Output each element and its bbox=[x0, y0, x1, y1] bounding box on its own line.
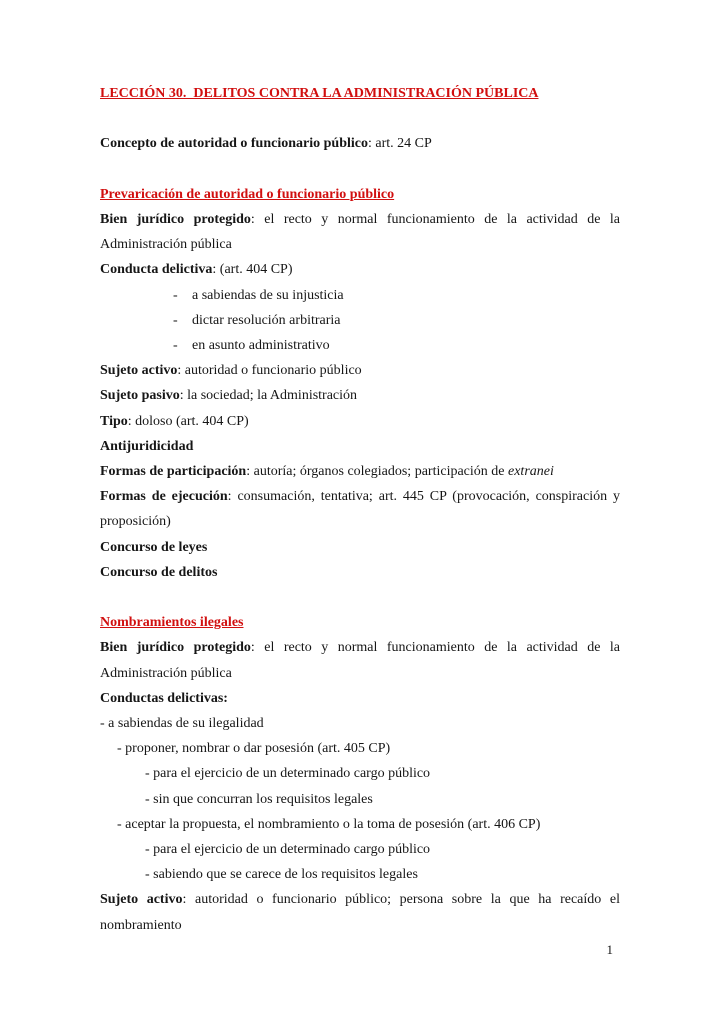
text-run: Concepto de autoridad o funcionario público bbox=[100, 136, 368, 152]
blank-line bbox=[100, 157, 620, 182]
text-run: Concurso de delitos bbox=[100, 564, 218, 580]
paragraph bbox=[100, 409, 620, 434]
text-run: Bien jurídico protegido bbox=[100, 211, 251, 227]
text-run: LECCIÓN 30. DELITOS CONTRA LA ADMINISTRACIÓN PÚBLICA bbox=[100, 86, 539, 101]
dash-bullet: - bbox=[173, 287, 178, 303]
dash-bullet: - bbox=[173, 312, 178, 328]
text-run: Tipo bbox=[100, 413, 128, 429]
text-run: a sabiendas de su injusticia bbox=[192, 287, 344, 303]
text-run: : el recto y normal funcionamiento de la actividad de la Administración pública bbox=[100, 640, 623, 681]
page-number: 1 bbox=[606, 942, 613, 957]
text-run: : el recto y normal funcionamiento de la actividad de la Administración pública bbox=[100, 211, 623, 253]
text-run: - a sabiendas de su ilegalidad bbox=[100, 716, 264, 732]
text-run: : autoridad o funcionario público; persona sobre la que ha recaído el nombramiento bbox=[100, 892, 624, 933]
paragraph bbox=[100, 459, 620, 484]
paragraph-concepto bbox=[100, 131, 620, 156]
text-run: : art. 24 CP bbox=[367, 136, 432, 152]
text-run: : autoridad o funcionario público bbox=[177, 363, 362, 379]
text-run: Sujeto activo bbox=[100, 892, 183, 908]
paragraph bbox=[100, 887, 624, 937]
list-item bbox=[100, 308, 620, 333]
document-body bbox=[100, 81, 624, 938]
text-run: en asunto administrativo bbox=[192, 338, 330, 353]
paragraph bbox=[100, 434, 620, 459]
sub-list-item bbox=[100, 736, 620, 761]
text-run: Antijuridicidad bbox=[100, 438, 194, 454]
section-heading-nombramientos bbox=[100, 610, 620, 635]
blank-line bbox=[100, 585, 620, 610]
sub-list-item bbox=[100, 812, 620, 837]
paragraph bbox=[100, 535, 620, 560]
sub-list-item bbox=[100, 837, 620, 862]
text-run: Formas de participación bbox=[100, 464, 247, 480]
text-run: extranei bbox=[508, 464, 554, 480]
text-run: Conductas delictivas: bbox=[100, 690, 228, 706]
text-run: : autoría; órganos colegiados; participación de bbox=[246, 464, 508, 480]
text-run: Concurso de leyes bbox=[100, 539, 208, 555]
text-run: : consumación, tentativa; art. 445 CP (provocación, conspiración y proposición) bbox=[100, 489, 624, 530]
text-run: - aceptar la propuesta, el nombramiento o la toma de posesión (art. 406 CP) bbox=[117, 816, 541, 832]
paragraph bbox=[100, 207, 623, 257]
paragraph bbox=[100, 257, 620, 282]
section-heading-prevaricacion bbox=[100, 182, 620, 207]
text-run: Nombramientos ilegales bbox=[100, 615, 244, 631]
text-run: : (art. 404 CP) bbox=[212, 262, 293, 278]
sub-list-item bbox=[100, 862, 620, 887]
paragraph bbox=[100, 560, 620, 585]
paragraph bbox=[100, 484, 624, 534]
text-run: Bien jurídico protegido bbox=[100, 640, 251, 656]
text-run: - sabiendo que se carece de los requisitos legales bbox=[145, 867, 418, 883]
list-item bbox=[100, 333, 620, 358]
text-run: - proponer, nombrar o dar posesión (art. 405 CP) bbox=[117, 741, 391, 757]
text-run: Formas de ejecución bbox=[100, 489, 228, 505]
text-run: Prevaricación de autoridad o funcionario público bbox=[100, 186, 395, 202]
sub-list-item bbox=[100, 761, 620, 786]
text-run: : la sociedad; la Administración bbox=[179, 388, 358, 404]
blank-line bbox=[100, 106, 620, 131]
text-run: Sujeto activo bbox=[100, 363, 178, 379]
paragraph bbox=[100, 358, 620, 383]
paragraph bbox=[100, 711, 620, 736]
text-run: - para el ejercicio de un determinado cargo público bbox=[145, 842, 431, 858]
document-title bbox=[100, 81, 620, 106]
text-run: - para el ejercicio de un determinado cargo público bbox=[145, 766, 431, 782]
paragraph bbox=[100, 383, 620, 408]
text-run: Conducta delictiva bbox=[100, 262, 213, 278]
text-run: : doloso (art. 404 CP) bbox=[127, 413, 249, 429]
text-run: Sujeto pasivo bbox=[100, 388, 180, 404]
text-run: dictar resolución arbitraria bbox=[192, 312, 341, 328]
dash-bullet: - bbox=[173, 338, 178, 353]
paragraph bbox=[100, 686, 620, 711]
sub-list-item bbox=[100, 787, 620, 812]
text-run: - sin que concurran los requisitos legales bbox=[145, 791, 373, 807]
list-item bbox=[100, 283, 620, 308]
paragraph bbox=[100, 635, 623, 685]
